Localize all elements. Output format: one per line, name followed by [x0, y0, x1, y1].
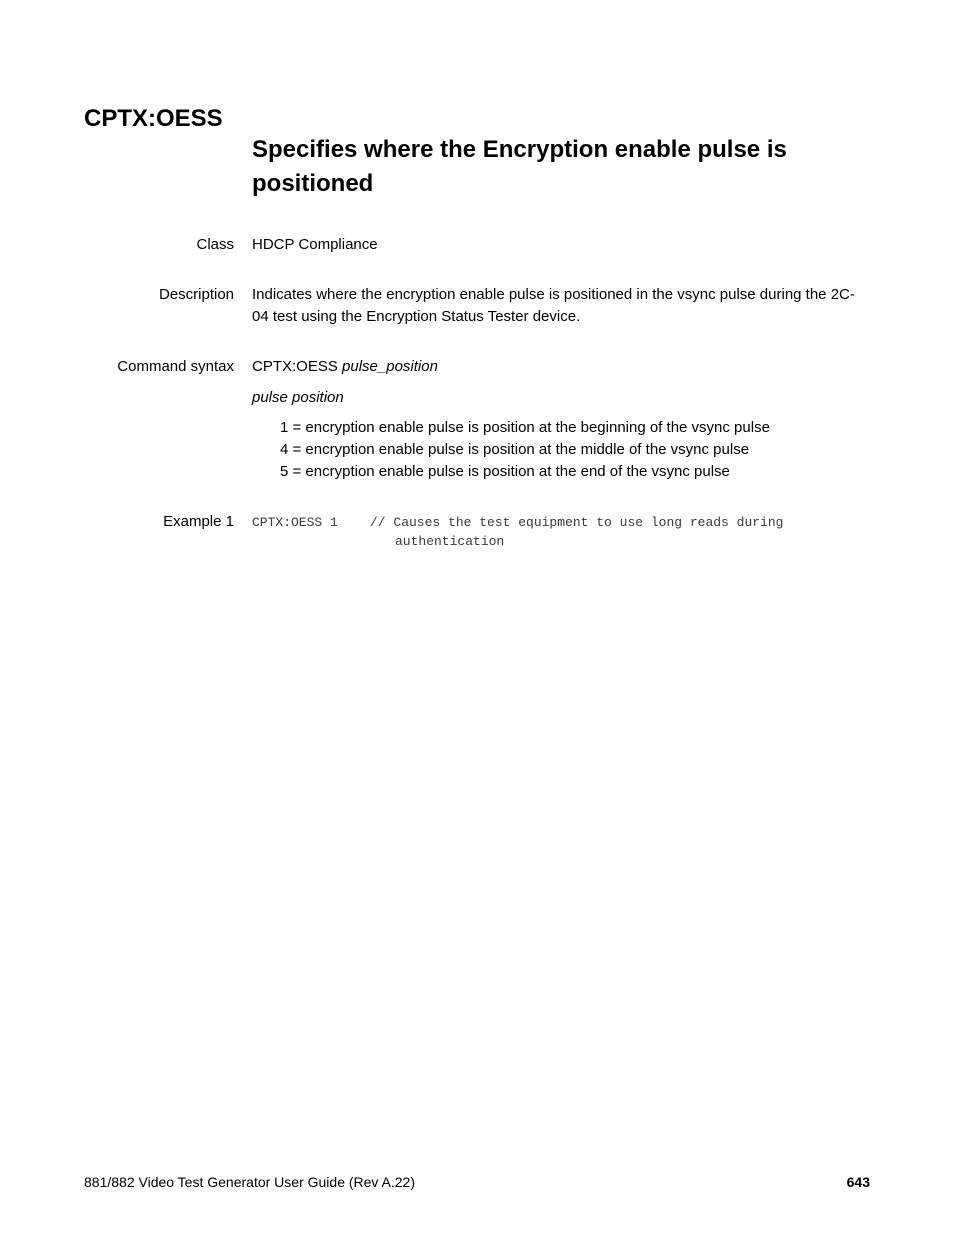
command-heading: CPTX:OESS [84, 105, 223, 132]
page-number: 643 [846, 1174, 870, 1190]
example-comment: // Causes the test equipment to use long reads during [370, 515, 784, 530]
syntax-label: Command syntax [117, 358, 234, 375]
footer-guide-title: 881/882 Video Test Generator User Guide (Rev A.22) [84, 1174, 416, 1190]
class-value: HDCP Compliance [252, 236, 378, 253]
param-option: 5 = encryption enable pulse is position at the end of the vsync pulse [280, 463, 730, 480]
syntax-line [252, 356, 862, 378]
description-text: Indicates where the encryption enable pulse is positioned in the vsync pulse during the 2C-04 test using the Encryption Status Tester device. [252, 286, 855, 325]
description-label: Description [158, 286, 234, 303]
syntax-command: CPTX:OESS [252, 358, 338, 375]
param-options-list [280, 417, 770, 483]
example-code: CPTX:OESS 1 [252, 515, 338, 530]
example-label: Example 1 [163, 513, 234, 530]
class-label: Class [196, 236, 234, 253]
syntax-param: pulse_position [342, 358, 438, 375]
param-option: 4 = encryption enable pulse is position at the middle of the vsync pulse [280, 441, 750, 458]
param-heading: pulse position [252, 389, 344, 406]
page-title: Specifies where the Encryption enable pulse is positioned [252, 136, 787, 197]
example-comment-continued: authentication [395, 534, 505, 549]
param-option: 1 = encryption enable pulse is position at the beginning of the vsync pulse [280, 419, 770, 436]
